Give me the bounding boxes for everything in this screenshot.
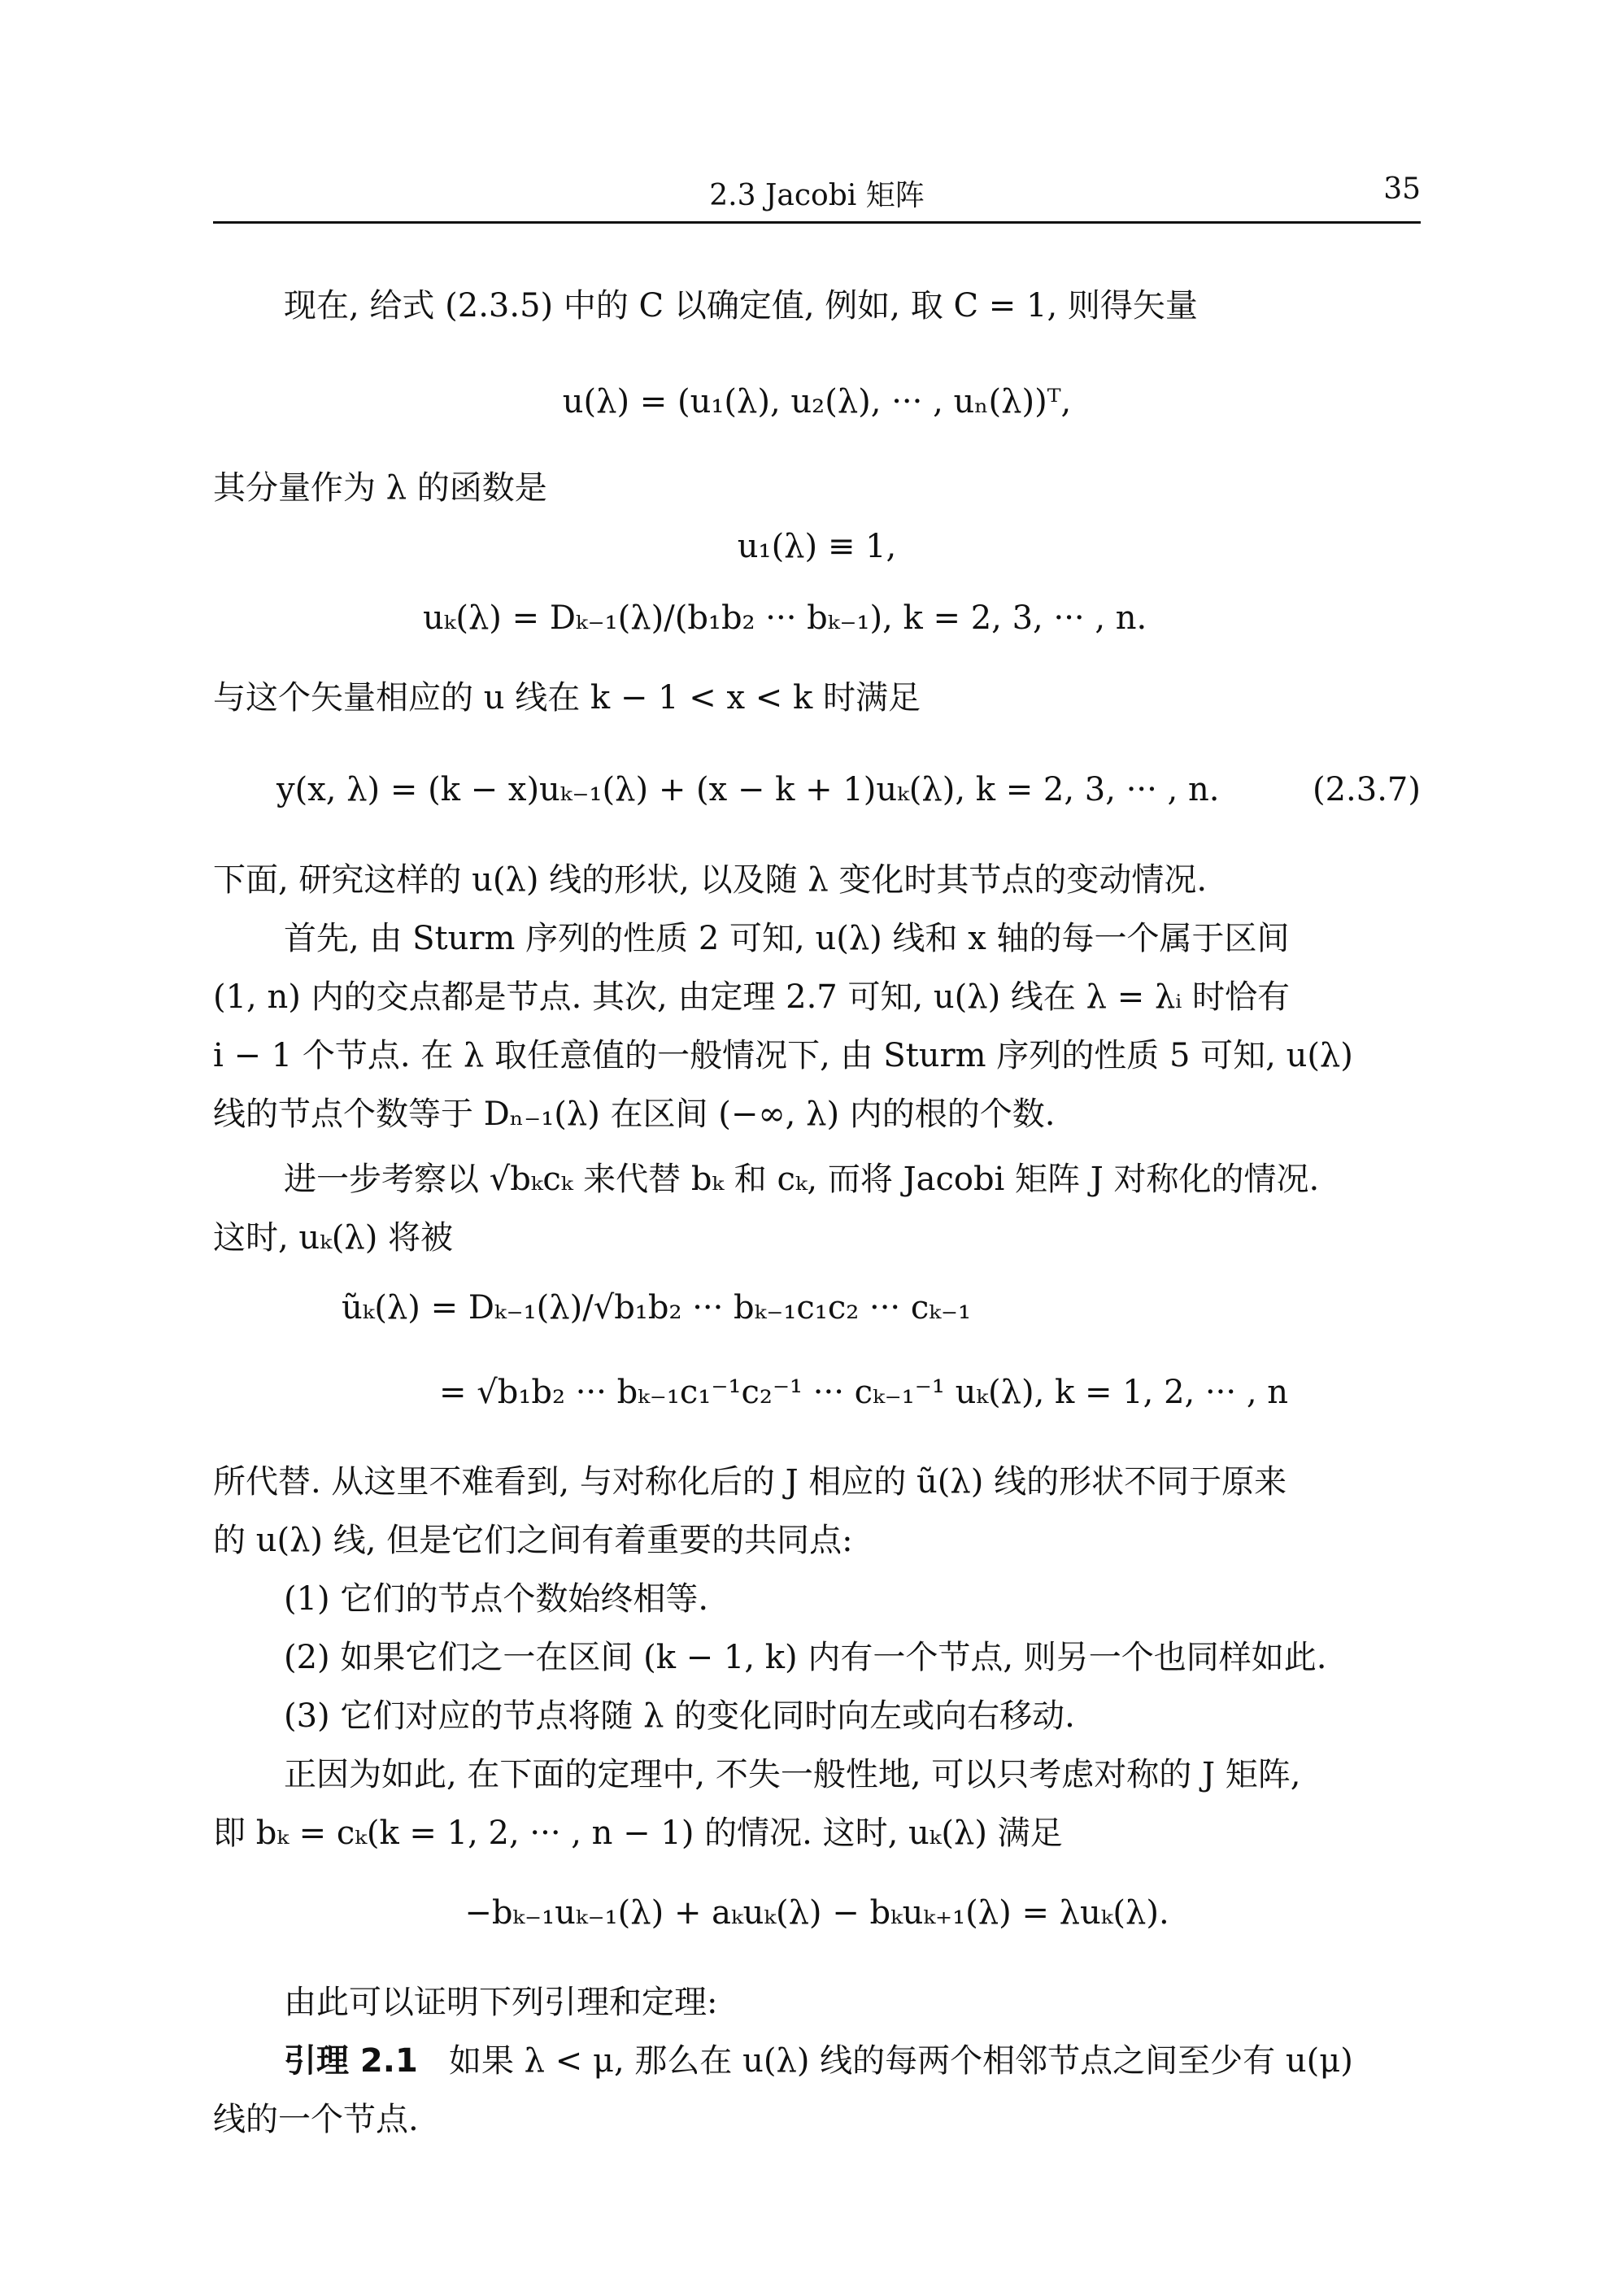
paragraph-line: 首先, 由 Sturm 序列的性质 2 可知, u(λ) 线和 x 轴的每一个属于区间	[284, 920, 1290, 957]
lemma-line	[284, 2040, 1421, 2082]
equation: ũₖ(λ) = Dₖ₋₁(λ)/√b₁b₂ ··· bₖ₋₁c₁c₂ ··· cₖ₋₁	[342, 1289, 971, 1327]
header-rule	[213, 221, 1421, 224]
list-item: (1) 它们的节点个数始终相等.	[284, 1580, 709, 1618]
paragraph-line: 线的一个节点.	[213, 2101, 419, 2138]
equation: u(λ) = (u₁(λ), u₂(λ), ··· , uₙ(λ))ᵀ,	[562, 383, 1072, 420]
paragraph-line: 与这个矢量相应的 u 线在 k − 1 < x < k 时满足	[213, 679, 921, 717]
paragraph-line: 的 u(λ) 线, 但是它们之间有着重要的共同点:	[213, 1522, 853, 1559]
paragraph-line: 现在, 给式 (2.3.5) 中的 C 以确定值, 例如, 取 C = 1, 则得矢量	[284, 287, 1198, 325]
paragraph-line: 这时, uₖ(λ) 将被	[213, 1219, 454, 1257]
equation: y(x, λ) = (k − x)uₖ₋₁(λ) + (x − k + 1)uₖ(λ), k = 2, 3, ··· , n.	[276, 771, 1220, 808]
paragraph-line: 线的节点个数等于 Dₙ₋₁(λ) 在区间 (−∞, λ) 内的根的个数.	[213, 1096, 1056, 1133]
equation: −bₖ₋₁uₖ₋₁(λ) + aₖuₖ(λ) − bₖuₖ₊₁(λ) = λuₖ(λ).	[464, 1894, 1169, 1932]
paragraph-line: (1, n) 内的交点都是节点. 其次, 由定理 2.7 可知, u(λ) 线在 λ = λᵢ 时恰有	[213, 978, 1291, 1016]
paragraph-line: 正因为如此, 在下面的定理中, 不失一般性地, 可以只考虑对称的 J 矩阵,	[284, 1756, 1301, 1793]
paragraph-line: i − 1 个节点. 在 λ 取任意值的一般情况下, 由 Sturm 序列的性质 5 可知, u(λ)	[213, 1037, 1353, 1074]
equation-number: (2.3.7)	[1313, 771, 1421, 808]
paragraph-line: 下面, 研究这样的 u(λ) 线的形状, 以及随 λ 变化时其节点的变动情况.	[213, 861, 1208, 899]
running-header	[213, 168, 1421, 212]
paragraph-line: 其分量作为 λ 的函数是	[213, 469, 547, 507]
equation: uₖ(λ) = Dₖ₋₁(λ)/(b₁b₂ ··· bₖ₋₁), k = 2, 3, ··· , n.	[423, 599, 1147, 637]
list-item: (2) 如果它们之一在区间 (k − 1, k) 内有一个节点, 则另一个也同样如此.	[284, 1639, 1327, 1676]
paragraph-line: 由此可以证明下列引理和定理:	[284, 1984, 718, 2021]
equation: u₁(λ) ≡ 1,	[737, 528, 897, 565]
paragraph-line: 所代替. 从这里不难看到, 与对称化后的 J 相应的 ũ(λ) 线的形状不同于原来	[213, 1463, 1287, 1501]
list-item: (3) 它们对应的节点将随 λ 的变化同时向左或向右移动.	[284, 1697, 1075, 1735]
paragraph-line: 进一步考察以 √bₖcₖ 来代替 bₖ 和 cₖ, 而将 Jacobi 矩阵 J 对称化的情况.	[284, 1161, 1320, 1198]
paragraph-line: 即 bₖ = cₖ(k = 1, 2, ··· , n − 1) 的情况. 这时, uₖ(λ) 满足	[213, 1815, 1063, 1852]
page-number: 35	[1383, 172, 1421, 206]
header-title: 2.3 Jacobi 矩阵	[709, 179, 925, 212]
lemma-text: 如果 λ < μ, 那么在 u(λ) 线的每两个相邻节点之间至少有 u(μ)	[448, 2042, 1353, 2080]
equation: = √b₁b₂ ··· bₖ₋₁c₁⁻¹c₂⁻¹ ··· cₖ₋₁⁻¹ uₖ(λ), k = 1, 2, ··· , n	[439, 1374, 1289, 1411]
lemma-label: 引理 2.1	[284, 2042, 418, 2080]
